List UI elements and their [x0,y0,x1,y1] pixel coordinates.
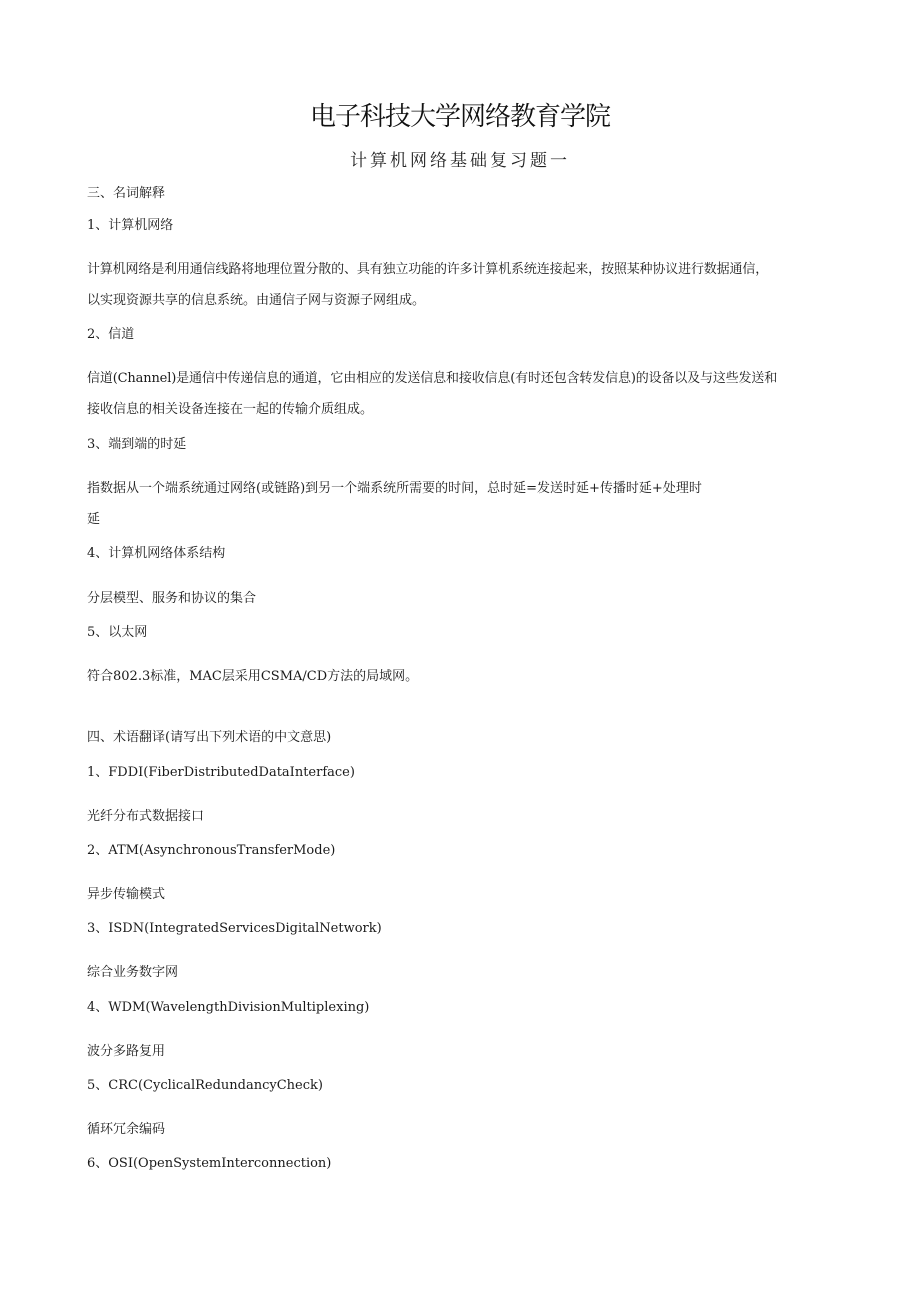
term-title: 5、以太网 [87,625,148,640]
term-definition-line: 符合802.3标准，MAC层采用CSMA/CD方法的局域网。 [87,669,419,684]
translation-answer: 综合业务数字网 [87,965,179,980]
term-definition-line: 接收信息的相关设备连接在一起的传输介质组成。 [87,402,374,417]
translation-answer: 循环冗余编码 [87,1122,166,1137]
translation-term: 3、ISDN(IntegratedServicesDigitalNetwork) [87,921,382,936]
term-title: 1、计算机网络 [87,218,174,233]
section-heading-terms: 三、名词解释 [87,186,166,201]
translation-answer: 光纤分布式数据接口 [87,809,205,824]
page-subtitle: 计算机网络基础复习题一 [350,151,570,171]
section-heading-translation: 四、术语翻译(请写出下列术语的中文意思) [87,730,332,745]
term-title: 2、信道 [87,327,135,342]
term-definition-line: 信道(Channel)是通信中传递信息的通道，它由相应的发送信息和接收信息(有时还包含转发信息)的设备以及与这些发送和 [87,371,778,386]
translation-term: 5、CRC(CyclicalRedundancyCheck) [87,1078,323,1093]
term-definition-line: 指数据从一个端系统通过网络(或链路)到另一个端系统所需要的时间，总时延=发送时延+传播时延+处理时 [87,481,702,496]
term-definition-line: 以实现资源共享的信息系统。由通信子网与资源子网组成。 [87,293,426,308]
page-title: 电子科技大学网络教育学院 [309,102,610,132]
translation-term: 2、ATM(AsynchronousTransferMode) [87,843,336,858]
term-definition-line: 分层模型、服务和协议的集合 [87,591,257,606]
term-title: 4、计算机网络体系结构 [87,546,226,561]
translation-answer: 波分多路复用 [87,1044,166,1059]
term-definition-line: 计算机网络是利用通信线路将地理位置分散的、具有独立功能的许多计算机系统连接起来，按照某种协议进行数据通信， [87,262,769,277]
translation-term: 6、OSI(OpenSystemInterconnection) [87,1156,332,1171]
term-title: 3、端到端的时延 [87,437,187,452]
translation-term: 4、WDM(WavelengthDivisionMultiplexing) [87,1000,370,1015]
translation-answer: 异步传输模式 [87,887,166,902]
translation-term: 1、FDDI(FiberDistributedDataInterface) [87,765,355,780]
term-definition-line: 延 [87,512,101,527]
